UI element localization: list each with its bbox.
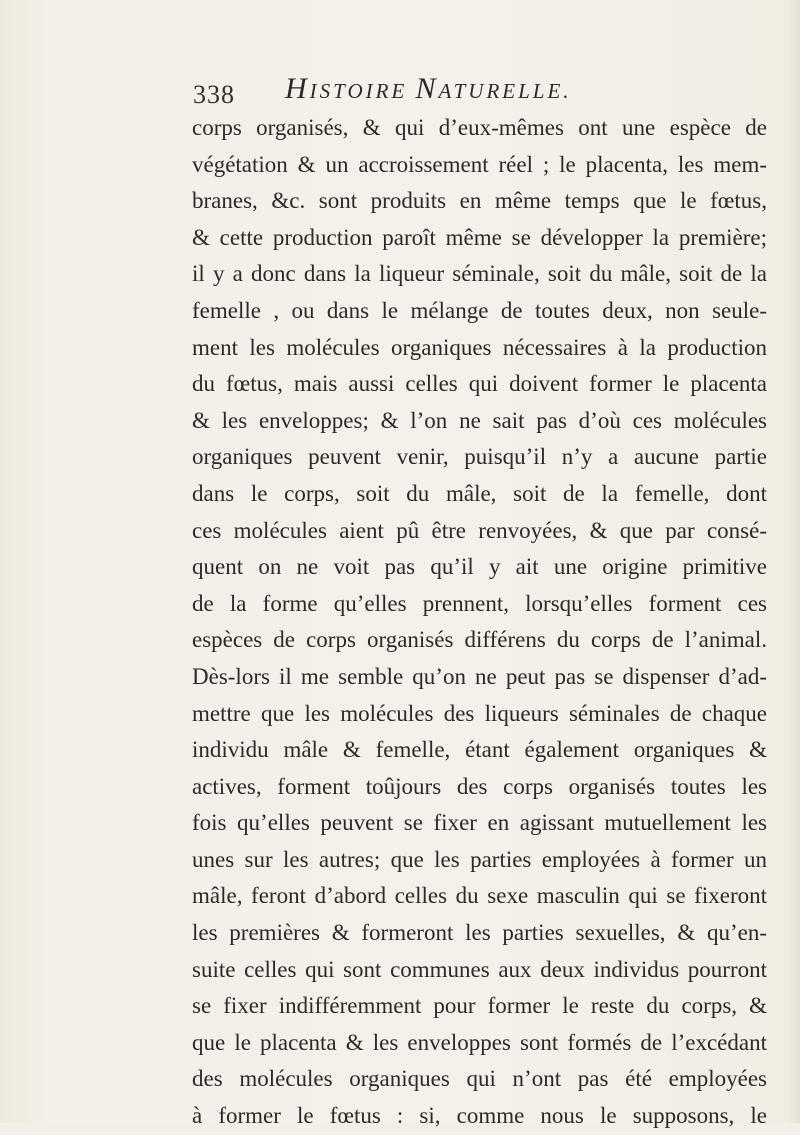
- text-line: des molécules organiques qui n’ont pas été employées: [192, 1066, 767, 1092]
- text-line: végétation & un accroissement réel ; le placenta, les mem-: [192, 151, 767, 177]
- running-title: [285, 72, 572, 106]
- page-number: 338: [193, 80, 235, 109]
- text-line: mettre que les molécules des liqueurs séminales de chaque: [192, 700, 767, 726]
- text-line: les premières & formeront les parties sexuelles, & qu’en-: [192, 920, 767, 946]
- text-line: unes sur les autres; que les parties employées à former un: [192, 846, 767, 872]
- text-line: femelle , ou dans le mélange de toutes deux, non seule-: [192, 297, 767, 323]
- text-line: quent on ne voit pas qu’il y ait une origine primitive: [192, 554, 767, 580]
- text-line: du fœtus, mais aussi celles qui doivent former le placenta: [192, 371, 767, 397]
- text-line: Dès-lors il me semble qu’on ne peut pas se dispenser d’ad-: [192, 663, 767, 689]
- title-word-histoire: ISTOIRE: [309, 79, 416, 103]
- text-line: suite celles qui sont communes aux deux individus pourront: [192, 956, 767, 982]
- text-line: & les enveloppes; & l’on ne sait pas d’où ces molécules: [192, 407, 767, 433]
- text-line: dans le corps, soit du mâle, soit de la femelle, dont: [192, 480, 767, 506]
- running-head: [193, 72, 753, 112]
- text-line: corps organisés, & qui d’eux-mêmes ont une espèce de: [192, 115, 767, 140]
- body-text: [192, 110, 767, 1135]
- text-line: individu mâle & femelle, étant également organiques &: [192, 737, 767, 763]
- text-line: se fixer indifféremment pour former le reste du corps, &: [192, 993, 767, 1019]
- text-line: ment les molécules organiques nécessaires à la production: [192, 334, 767, 360]
- text-line: & cette production paroît même se développer la première;: [192, 224, 767, 250]
- title-initial-n: N: [415, 72, 439, 105]
- text-line: ces molécules aient pû être renvoyées, & que par consé-: [192, 517, 767, 543]
- text-line: de la forme qu’elles prennent, lorsqu’elles forment ces: [192, 590, 767, 616]
- text-line: espèces de corps organisés différens du corps de l’animal.: [192, 627, 767, 653]
- title-word-naturelle: ATURELLE.: [438, 79, 572, 103]
- text-line: branes, &c. sont produits en même temps que le fœtus,: [192, 188, 767, 214]
- text-line: que le placenta & les enveloppes sont formés de l’excédant: [192, 1029, 767, 1055]
- page-edge-shadow: [786, 0, 800, 1123]
- text-line: organiques peuvent venir, puisqu’il n’y a aucune partie: [192, 444, 767, 470]
- text-line: à former le fœtus : si, comme nous le supposons, le: [192, 1103, 767, 1129]
- text-line: mâle, feront d’abord celles du sexe masculin qui se fixeront: [192, 883, 767, 909]
- text-line: fois qu’elles peuvent se fixer en agissant mutuellement les: [192, 810, 767, 836]
- title-initial-h: H: [285, 72, 310, 105]
- text-line: il y a donc dans la liqueur séminale, soit du mâle, soit de la: [192, 261, 767, 287]
- text-line: actives, forment toûjours des corps organisés toutes les: [192, 773, 767, 799]
